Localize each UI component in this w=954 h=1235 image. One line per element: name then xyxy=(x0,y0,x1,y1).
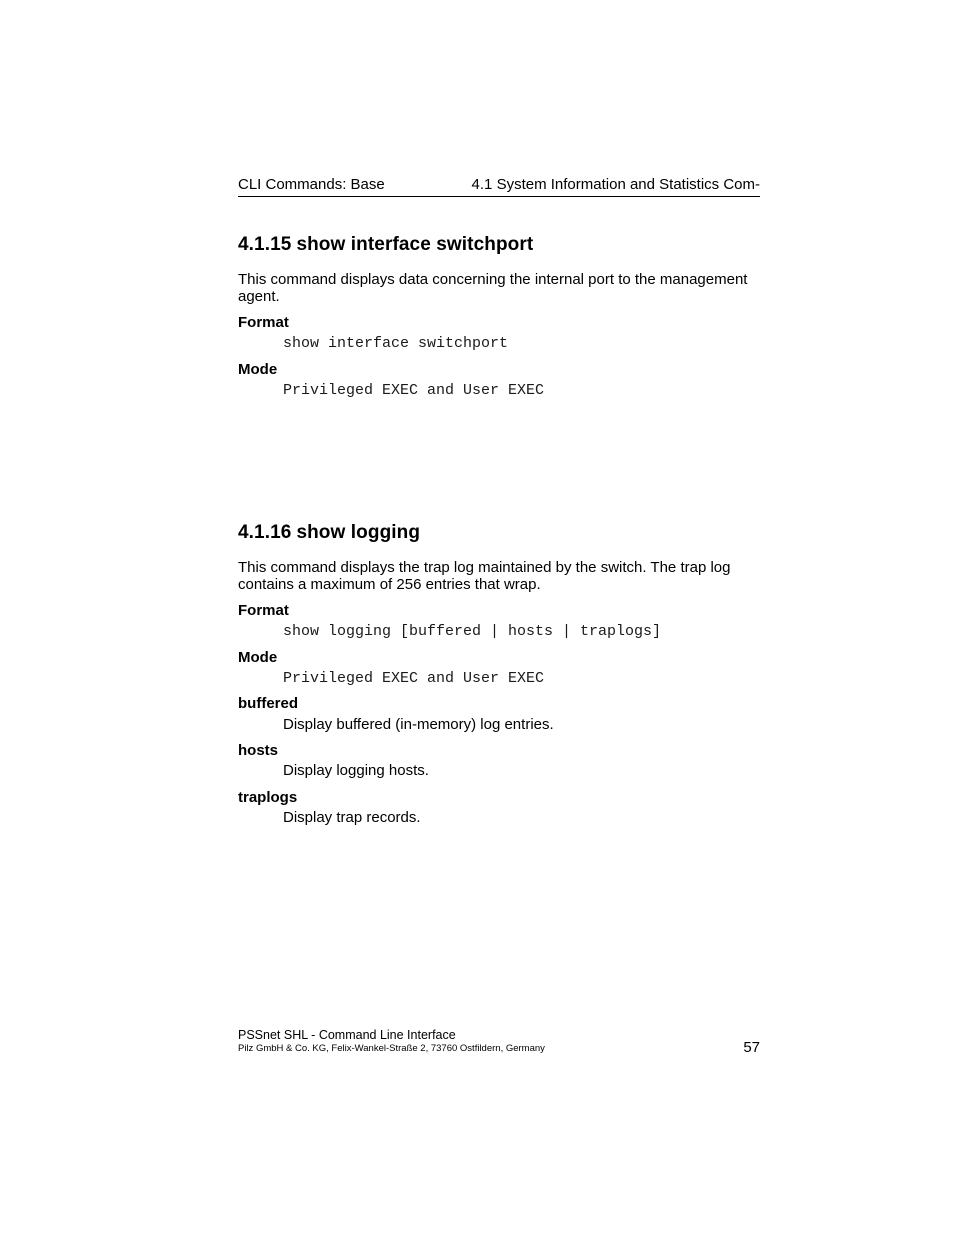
header-divider xyxy=(238,196,760,197)
parameter-name-traplogs: traplogs xyxy=(238,789,298,806)
section-number: 4.1.16 xyxy=(238,522,292,543)
section-heading-show-interface-switchport xyxy=(238,233,533,257)
parameter-description-hosts: Display logging hosts. xyxy=(283,762,429,779)
running-header-section: 4.1 System Information and Statistics Com- xyxy=(471,176,760,193)
section-description: This command displays the trap log maintained by the switch. The trap log contains a maximum of 256 entries that wrap. xyxy=(238,559,731,593)
section-number: 4.1.15 xyxy=(238,234,292,255)
section-title: show interface switchport xyxy=(296,234,534,255)
mode-value: Privileged EXEC and User EXEC xyxy=(283,670,545,687)
mode-label: Mode xyxy=(238,649,278,666)
parameter-name-buffered: buffered xyxy=(238,695,298,712)
running-header-chapter: CLI Commands: Base xyxy=(238,176,385,193)
parameter-description-traplogs: Display trap records. xyxy=(283,809,421,826)
section-heading-show-logging xyxy=(238,521,420,545)
footer-address: Pilz GmbH & Co. KG, Felix-Wankel-Straße 2, 73760 Ostfildern, Germany xyxy=(238,1043,545,1054)
section-title: show logging xyxy=(296,522,421,543)
mode-value: Privileged EXEC and User EXEC xyxy=(283,382,545,399)
page-number: 57 xyxy=(743,1039,760,1056)
parameter-description-buffered: Display buffered (in-memory) log entries. xyxy=(283,716,554,733)
format-label: Format xyxy=(238,314,289,331)
format-syntax: show interface switchport xyxy=(283,335,509,352)
parameter-name-hosts: hosts xyxy=(238,742,279,759)
footer-document-title: PSSnet SHL - Command Line Interface xyxy=(238,1028,456,1042)
format-syntax: show logging [buffered | hosts | traplogs] xyxy=(283,623,662,640)
mode-label: Mode xyxy=(238,361,278,378)
format-label: Format xyxy=(238,602,289,619)
section-description: This command displays data concerning the internal port to the management agent. xyxy=(238,271,748,305)
